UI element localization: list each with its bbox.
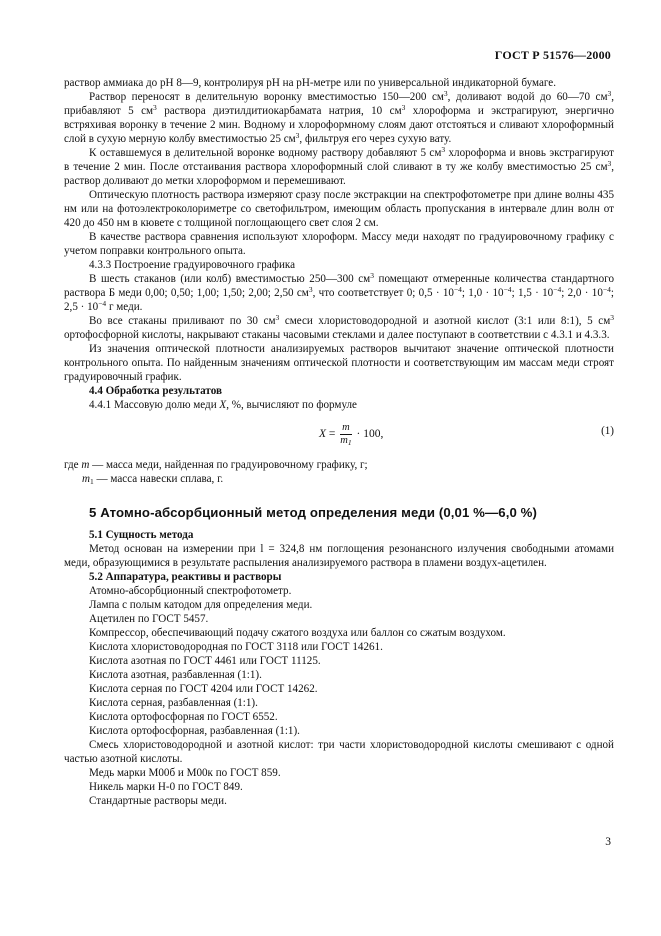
text: хлороформа и вновь экстрагируют в течение 2 мин. После отстаивания раствора хлороформный слой сливают в ту же колбу вместимостью 25 см xyxy=(64,147,614,173)
subsection-heading: 4.3.3 Построение градуировочного графика xyxy=(89,259,296,271)
text: , фильтруя его через сухую вату. xyxy=(299,133,452,145)
formula-rhs: · 100, xyxy=(353,428,384,441)
text: m xyxy=(340,435,348,446)
list-item: Кислота ортофосфорная по ГОСТ 6552. xyxy=(89,711,278,723)
list-item: Кислота ортофосфорная, разбавленная (1:1). xyxy=(89,725,300,737)
text: , прибавляют 5 см xyxy=(64,91,614,117)
subscript: 1 xyxy=(90,477,94,486)
list-item: Ацетилен по ГОСТ 5457. xyxy=(89,613,209,625)
paragraph xyxy=(64,472,614,486)
formula-expression xyxy=(319,422,383,447)
text: , %, вычисляют по формуле xyxy=(226,399,357,411)
formula-lhs: X xyxy=(319,428,327,441)
formula-equals: = xyxy=(326,428,339,441)
variable: m xyxy=(81,459,90,471)
text: ортофосфорной кислоты, накрывают стаканы часовыми стеклами и далее поступают в соответствии с 4.3.1 и 4.3.3. xyxy=(64,329,610,341)
superscript: 3 xyxy=(308,285,313,294)
paragraph xyxy=(64,398,614,412)
text: ; 1,5 · 10 xyxy=(511,287,554,299)
superscript: 3 xyxy=(401,103,406,112)
variable: X xyxy=(219,399,227,411)
list-item: Кислота азотная по ГОСТ 4461 или ГОСТ 11125. xyxy=(89,655,321,667)
superscript: 3 xyxy=(153,103,157,112)
text: хлороформа и экстрагируют, энергично встряхивая воронку в течение 2 мин. Водному и хлороформному слоям дают отстояться и сливают хлороформный слой в сухую мерную колбу вместимостью 25 см xyxy=(64,105,614,145)
superscript: 3 xyxy=(443,89,448,98)
page-number: 3 xyxy=(605,836,611,848)
list-item: Кислота серная по ГОСТ 4204 или ГОСТ 14262. xyxy=(89,683,318,695)
paragraph xyxy=(64,272,614,314)
text: г меди. xyxy=(106,301,143,313)
fraction xyxy=(340,422,351,447)
fraction-numerator: m xyxy=(342,422,350,433)
section-heading: 5 Атомно-абсорбционный метод определения меди (0,01 %—6,0 %) xyxy=(89,505,537,520)
paragraph: Оптическую плотность раствора измеряют сразу после экстракции на спектрофотометре при длине волны 435 нм или на фотоэлектроколориметре со светофильтром, имеющим область пропускания в интервале длин волн от 420 до 450 нм в кювете с толщиной поглощающего свет слоя 2 см. xyxy=(64,189,614,229)
text: помещают отмеренные количества стандартного раствора Б меди 0,00; 0,50; 1,00; 1,50; 2,00; 2,50 см xyxy=(64,273,614,299)
paragraph: Метод основан на измерении при l = 324,8 нм поглощения резонансного излучения свободными атомами меди, образующимися в результате распыления анализируемого раствора в пламени воздух-ацетилен. xyxy=(64,543,614,569)
text: 4.4.1 Массовую долю меди xyxy=(89,399,220,411)
text: раствор аммиака до рН 8—9, контролируя рН на рН-метре или по универсальной индикаторной бумаге. xyxy=(64,77,556,89)
text: , доливают водой до 60—70 см xyxy=(447,91,608,103)
list-item: Кислота азотная, разбавленная (1:1). xyxy=(89,669,262,681)
superscript: −4 xyxy=(98,299,107,308)
list-item: Кислота хлористоводородная по ГОСТ 3118 или ГОСТ 14261. xyxy=(89,641,383,653)
list-item: Кислота серная, разбавленная (1:1). xyxy=(89,697,258,709)
subsection-heading: 4.4 Обработка результатов xyxy=(89,385,222,397)
list-item: Атомно-абсорбционный спектрофотометр. xyxy=(89,585,292,597)
text: смеси хлористоводородной и азотной кислот (3:1 или 8:1), 5 см xyxy=(279,315,611,327)
superscript: 3 xyxy=(610,313,614,322)
variable: m xyxy=(82,473,91,485)
superscript: −4 xyxy=(453,285,462,294)
fraction-denominator xyxy=(340,435,351,447)
superscript: 3 xyxy=(275,313,280,322)
text: Раствор переносят в делительную воронку вместимостью 150—200 см xyxy=(89,91,444,103)
text: где xyxy=(64,459,82,471)
subscript: 1 xyxy=(347,438,352,447)
document-header: ГОСТ Р 51576—2000 xyxy=(494,48,611,62)
superscript: 3 xyxy=(607,159,612,168)
superscript: −4 xyxy=(602,285,611,294)
text: раствора диэтилдитиокарбамата натрия, 10 см xyxy=(156,105,402,117)
formula-number: (1) xyxy=(601,425,614,437)
document-body xyxy=(64,76,614,808)
text: ; 1,0 · 10 xyxy=(461,287,504,299)
paragraph xyxy=(64,146,614,188)
paragraph xyxy=(64,90,614,146)
list-item: Никель марки Н-0 по ГОСТ 849. xyxy=(89,781,243,793)
superscript: 3 xyxy=(441,145,446,154)
paragraph xyxy=(64,458,614,472)
superscript: −4 xyxy=(503,285,512,294)
formula xyxy=(64,418,614,454)
reagent-list xyxy=(64,584,614,738)
superscript: 3 xyxy=(607,89,612,98)
text: ; 2,0 · 10 xyxy=(561,287,603,299)
text: — масса меди, найденная по градуировочному графику, г; xyxy=(89,459,368,471)
list-item: Компрессор, обеспечивающий подачу сжатого воздуха или баллон со сжатым воздухом. xyxy=(89,627,506,639)
superscript: 3 xyxy=(370,271,374,280)
paragraph: Из значения оптической плотности анализируемых растворов вычитают значение оптической плотности контрольного опыта. По найденным значениям оптической плотности и соответствующим им массам меди строят градуировочный график. xyxy=(64,343,614,383)
superscript: 3 xyxy=(295,131,300,140)
text: В шесть стаканов (или колб) вместимостью 250—300 см xyxy=(89,273,371,285)
list-item: Лампа с полым катодом для определения меди. xyxy=(89,599,313,611)
text: Во все стаканы приливают по 30 см xyxy=(89,315,276,327)
superscript: −4 xyxy=(553,285,562,294)
subsection-heading: 5.2 Аппаратура, реактивы и растворы xyxy=(89,571,282,583)
subsection-heading: 5.1 Сущность метода xyxy=(89,529,194,541)
reagent-list xyxy=(64,766,614,808)
paragraph: В качестве раствора сравнения используют хлороформ. Массу меди находят по градуировочному графику с учетом поправки контрольного опыта. xyxy=(64,231,614,257)
text: — масса навески сплава, г. xyxy=(93,473,224,485)
list-item: Стандартные растворы меди. xyxy=(89,795,227,807)
text: , что соответствует 0; 0,5 · 10 xyxy=(312,287,454,299)
text: , раствор доливают до метки хлороформом и перемешивают. xyxy=(64,161,614,187)
text: К оставшемуся в делительной воронке водному раствору добавляют 5 см xyxy=(89,147,442,159)
list-item: Медь марки М00б и М00к по ГОСТ 859. xyxy=(89,767,281,779)
paragraph xyxy=(64,314,614,342)
paragraph: Смесь хлористоводородной и азотной кислот: три части хлористоводородной кислоты смешивают с одной частью азотной кислоты. xyxy=(64,739,614,765)
paragraph xyxy=(64,76,614,90)
text: ; 2,5 · 10 xyxy=(64,287,614,313)
